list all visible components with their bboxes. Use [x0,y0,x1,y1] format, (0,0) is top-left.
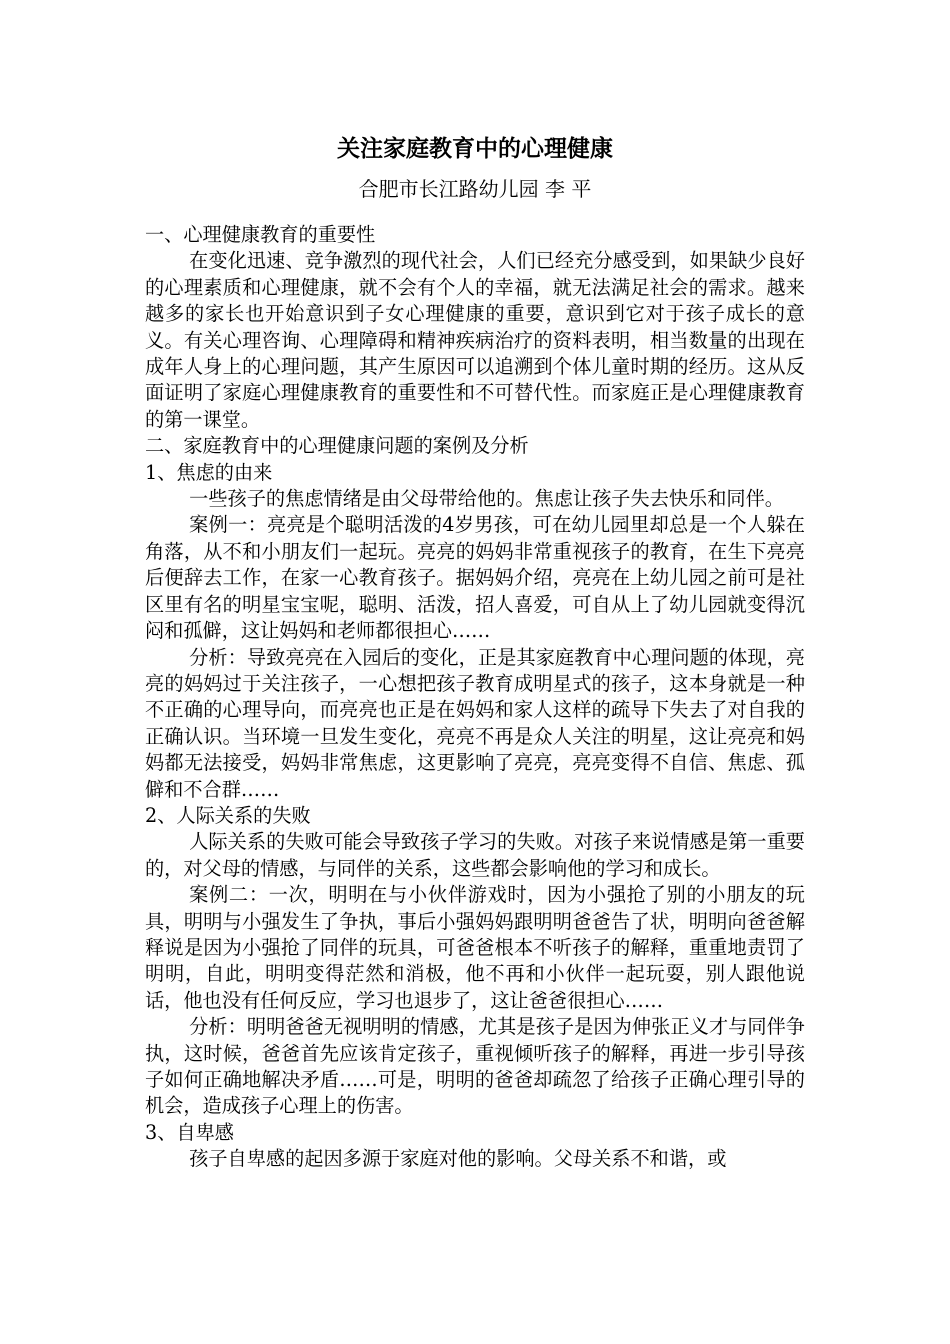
subsection-heading-1: 1、焦虑的由来 [145,460,273,484]
document-title: 关注家庭教育中的心理健康 [337,135,613,162]
section-heading-1: 一、心理健康教育的重要性 [145,223,376,246]
section-heading-2: 二、家庭教育中的心理健康问题的案例及分析 [145,434,529,458]
body-paragraph: 在变化迅速、竞争激烈的现代社会，人们已经充分感受到，如果缺少良好的心理素质和心理健康，就不会有个人的幸福，就无法满足社会的需求。越来越多的家长也开始意识到子女心理健康的重要，意识到它对于孩子成长的意义。有关心理咨询、心理障碍和精神疾病治疗的资料表明，相当数量的出现在成年人身上的心理问题，其产生原因可以追溯到个体儿童时期的经历。这从反面证明了家庭心理健康教育的重要性和不可替代性。而家庭正是心理健康教育的第一课堂。 [145,249,805,431]
author-line: 合肥市长江路幼儿园 李 平 [358,177,592,201]
case-paragraph-2: 案例二：一次，明明在与小伙伴游戏时，因为小强抢了别的小朋友的玩具，明明与小强发生了争执，事后小强妈妈跟明明爸爸告了状，明明向爸爸解释说是因为小强抢了同伴的玩具，可爸爸根本不听孩子的解释，重重地责罚了明明，自此，明明变得茫然和消极，他不再和小伙伴一起玩耍，别人跟他说话，他也没有任何反应，学习也退步了，这让爸爸很担心…… [145,883,805,1012]
analysis-paragraph-2: 分析：明明爸爸无视明明的情感，尤其是孩子是因为伸张正义才与同伴争执，这时候，爸爸首先应该肯定孩子，重视倾听孩子的解释，再进一步引导孩子如何正确地解决矛盾……可是，明明的爸爸却疏忽了给孩子正确心理引导的机会，造成孩子心理上的伤害。 [145,1015,805,1118]
body-paragraph: 一些孩子的焦虑情绪是由父母带给他的。焦虑让孩子失去快乐和同伴。 [189,487,784,511]
analysis-paragraph-1: 分析：导致亮亮在入园后的变化，正是其家庭教育中心理问题的体现，亮亮的妈妈过于关注孩子，一心想把孩子教育成明星式的孩子，这本身就是一种不正确的心理导向，而亮亮也正是在妈妈和家人这样的疏导下失去了对自我的正确认识。当环境一旦发生变化，亮亮不再是众人关注的明星，这让亮亮和妈妈都无法接受，妈妈非常焦虑，这更影响了亮亮，亮亮变得不自信、焦虑、孤僻和不合群…… [145,645,805,801]
body-paragraph: 孩子自卑感的起因多源于家庭对他的影响。父母关系不和谐，或 [189,1147,727,1171]
subsection-heading-2: 2、人际关系的失败 [145,803,311,827]
case-paragraph-1: 案例一：亮亮是个聪明活泼的4岁男孩，可在幼儿园里却总是一个人躲在角落，从不和小朋友们一起玩。亮亮的妈妈非常重视孩子的教育，在生下亮亮后便辞去工作，在家一心教育孩子。据妈妈介绍，亮亮在上幼儿园之前可是社区里有名的明星宝宝呢，聪明、活泼，招人喜爱，可自从上了幼儿园就变得沉闷和孤僻，这让妈妈和老师都很担心…… [145,513,805,643]
subsection-heading-3: 3、自卑感 [145,1120,234,1144]
body-paragraph: 人际关系的失败可能会导致孩子学习的失败。对孩子来说情感是第一重要的，对父母的情感，与同伴的关系，这些都会影响他的学习和成长。 [145,830,805,880]
document-body [145,222,805,1173]
